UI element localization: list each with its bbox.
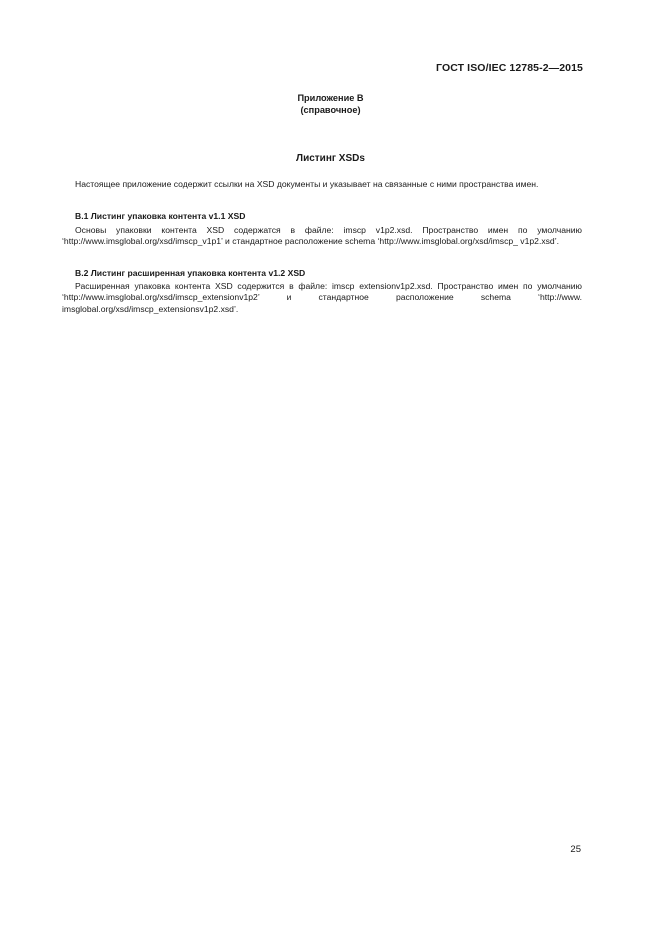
section-b2-paragraph: Расширенная упаковка контента XSD содержится в файле: imscp extensionv1p2.xsd. Пространство имен по умолчанию ‘http://www.imsglobal.org/xsd/imscp_extensionv1p2’ и стандартное расположение schema ‘http://www. imsglobal.org/xsd/imscp_extensionsv1p2.xsd’. — [62, 281, 582, 314]
appendix-title: Приложение В — [297, 93, 364, 103]
appendix-subtitle: (справочное) — [300, 105, 361, 115]
section-b1-paragraph: Основы упаковки контента XSD содержатся в файле: imscp v1p2.xsd. Пространство имен по умолчанию ‘http://www.imsglobal.org/xsd/imscp_v1p1’ и стандартное расположение schema ‘http://www.imsglobal.org/xsd/imscp_ v1p2.xsd’. — [62, 225, 582, 247]
section-b1-heading: В.1 Листинг упаковка контента v1.1 XSD — [75, 211, 246, 221]
section-b2-heading: В.2 Листинг расширенная упаковка контента v1.2 XSD — [75, 268, 306, 278]
appendix-heading — [0, 92, 661, 116]
intro-paragraph: Настоящее приложение содержит ссылки на XSD документы и указывает на связанные с ними пространства имен. — [75, 179, 539, 189]
page-number: 25 — [570, 844, 581, 855]
section-title: Листинг XSDs — [296, 153, 365, 164]
document-code: ГОСТ ISO/IEC 12785-2—2015 — [436, 62, 583, 74]
